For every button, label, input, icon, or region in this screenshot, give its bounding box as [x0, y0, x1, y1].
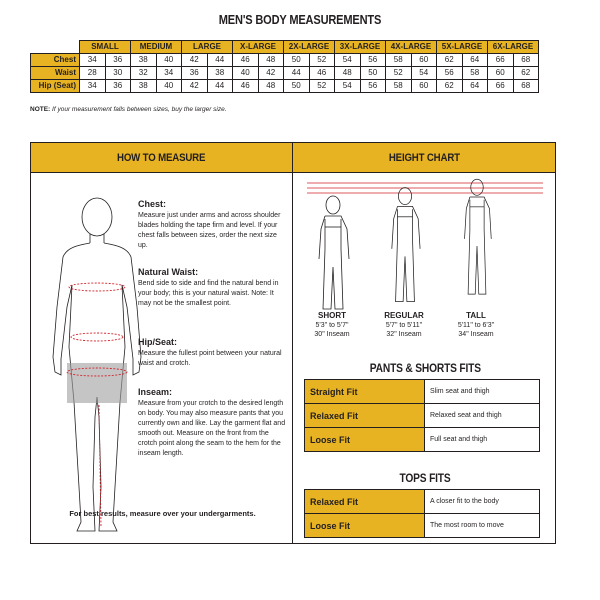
measurement-cell: 44: [207, 80, 233, 93]
pants-fits-title-text: PANTS & SHORTS FITS: [369, 361, 481, 375]
table-row: [305, 428, 540, 452]
measurement-cell: 62: [437, 80, 463, 93]
tops-fits-table: [304, 489, 540, 538]
measurement-cell: 62: [513, 67, 539, 80]
row-label: Hip (Seat): [31, 80, 80, 93]
measurement-cell: 68: [513, 54, 539, 67]
size-header: 3X-LARGE: [335, 41, 386, 54]
measurement-cell: 50: [360, 67, 386, 80]
measurement-cell: 36: [105, 54, 131, 67]
measurement-cell: 42: [182, 80, 208, 93]
fit-name: Loose Fit: [305, 428, 425, 452]
measurement-cell: 40: [156, 54, 182, 67]
size-header: 2X-LARGE: [284, 41, 335, 54]
measurement-cell: 48: [258, 80, 284, 93]
tops-fits-title-text: TOPS FITS: [399, 471, 451, 485]
measurement-cell: 68: [513, 80, 539, 93]
how-to-measure-title: HOW TO MEASURE: [117, 151, 206, 164]
measurement-cell: 28: [80, 67, 106, 80]
table-corner: [31, 41, 80, 54]
note-text: If your measurement falls between sizes, buy the larger size.: [52, 106, 227, 113]
fit-name: Loose Fit: [305, 514, 425, 538]
regular-height: 5'7" to 5'11": [385, 322, 423, 329]
table-row: [305, 490, 540, 514]
size-header: X-LARGE: [233, 41, 284, 54]
pants-fits-table: [304, 379, 540, 452]
measurement-cell: 34: [156, 67, 182, 80]
inseam-text: Measure from your crotch to the desired length on body. You may also measure pants that you currently own and like. Lay the garment flat and smooth out. Measure on the front from the crotch point along the seam to the hem for the inseam length.: [138, 400, 286, 457]
row-label: Waist: [31, 67, 80, 80]
fit-name: Relaxed Fit: [305, 490, 425, 514]
measurement-cell: 58: [386, 80, 412, 93]
measurement-cell: 32: [131, 67, 157, 80]
tops-fits-title: [293, 471, 557, 485]
measurement-cell: 54: [335, 80, 361, 93]
tall-height: 5'11" to 6'3": [457, 322, 495, 329]
measurement-cell: 52: [309, 80, 335, 93]
measurement-cell: 42: [182, 54, 208, 67]
fit-description: Full seat and thigh: [425, 428, 540, 452]
height-chart-panel: [292, 142, 556, 544]
measurement-cell: 56: [360, 54, 386, 67]
chest-text: Measure just under arms and across shoulder blades holding the tape firm and level. If your chest falls between sizes, order the next size up.: [138, 212, 281, 249]
measurement-cell: 44: [207, 54, 233, 67]
height-chart-header: [293, 143, 555, 173]
measurements-table: [30, 40, 539, 93]
tall-inseam: 34" Inseam: [458, 331, 494, 338]
hip-text: Measure the fullest point between your natural waist and crotch.: [138, 350, 282, 367]
regular-person-illustration: [375, 181, 435, 311]
measurement-cell: 60: [411, 54, 437, 67]
short-name: SHORT: [318, 311, 346, 320]
note-label: NOTE:: [30, 106, 51, 113]
measurement-cell: 44: [284, 67, 310, 80]
size-header: LARGE: [182, 41, 233, 54]
row-label: Chest: [31, 54, 80, 67]
measurement-cell: 54: [335, 54, 361, 67]
table-row: [31, 80, 539, 93]
measurement-cell: 38: [207, 67, 233, 80]
fit-name: Relaxed Fit: [305, 404, 425, 428]
measurement-cell: 66: [488, 54, 514, 67]
measurement-cell: 36: [105, 80, 131, 93]
measurement-cell: 30: [105, 67, 131, 80]
measurement-cell: 36: [182, 67, 208, 80]
tall-name: TALL: [466, 311, 486, 320]
size-header: 5X-LARGE: [437, 41, 488, 54]
measurement-cell: 34: [80, 54, 106, 67]
tall-size-label: [441, 311, 511, 339]
page-title: MEN'S BODY MEASUREMENTS: [218, 12, 382, 27]
short-inseam: 30" Inseam: [314, 331, 350, 338]
waist-instructions: [138, 267, 288, 309]
size-header: SMALL: [80, 41, 131, 54]
measurement-cell: 34: [80, 80, 106, 93]
measurement-cell: 66: [488, 80, 514, 93]
fit-description: Slim seat and thigh: [425, 380, 540, 404]
table-row: [305, 404, 540, 428]
short-height: 5'3" to 5'7": [315, 322, 349, 329]
short-size-label: [297, 311, 367, 339]
short-person-illustration: [303, 189, 363, 319]
measurement-cell: 42: [258, 67, 284, 80]
waist-heading: Natural Waist:: [138, 267, 199, 277]
best-results-note: For best results, measure over your undergarments.: [69, 509, 256, 518]
size-header: 6X-LARGE: [488, 41, 539, 54]
measurement-cell: 60: [488, 67, 514, 80]
hip-heading: Hip/Seat:: [138, 337, 178, 347]
table-row: [31, 54, 539, 67]
measurement-cell: 48: [258, 54, 284, 67]
how-to-measure-header: [31, 143, 292, 173]
measurement-cell: 52: [309, 54, 335, 67]
measurement-cell: 56: [437, 67, 463, 80]
size-header: MEDIUM: [131, 41, 182, 54]
inseam-instructions: [138, 387, 288, 459]
measurement-cell: 60: [411, 80, 437, 93]
measurement-cell: 38: [131, 54, 157, 67]
measurement-cell: 54: [411, 67, 437, 80]
table-row: [31, 67, 539, 80]
regular-name: REGULAR: [384, 311, 424, 320]
tall-person-illustration: [447, 173, 507, 303]
fit-description: A closer fit to the body: [425, 490, 540, 514]
regular-size-label: [369, 311, 439, 339]
fit-name: Straight Fit: [305, 380, 425, 404]
measurement-cell: 40: [156, 80, 182, 93]
fit-description: The most room to move: [425, 514, 540, 538]
pants-fits-title: [293, 361, 557, 375]
how-to-measure-panel: [30, 142, 293, 544]
table-row: [305, 380, 540, 404]
measurement-cell: 58: [462, 67, 488, 80]
measurement-cell: 48: [335, 67, 361, 80]
size-header: 4X-LARGE: [386, 41, 437, 54]
measurement-cell: 46: [309, 67, 335, 80]
measurement-cell: 64: [462, 54, 488, 67]
size-note: [30, 106, 227, 113]
fit-description: Relaxed seat and thigh: [425, 404, 540, 428]
measurement-cell: 56: [360, 80, 386, 93]
measurement-cell: 40: [233, 67, 259, 80]
measurement-cell: 62: [437, 54, 463, 67]
chest-instructions: [138, 199, 288, 251]
measurement-cell: 46: [233, 54, 259, 67]
regular-inseam: 32" Inseam: [386, 331, 422, 338]
table-row: [305, 514, 540, 538]
measurement-cell: 38: [131, 80, 157, 93]
chest-heading: Chest:: [138, 199, 167, 209]
measurement-cell: 46: [233, 80, 259, 93]
waist-text: Bend side to side and find the natural bend in your body; this is your natural waist. Note: It may not be the smallest point.: [138, 280, 279, 307]
hip-instructions: [138, 337, 288, 369]
size-header-row: [31, 41, 539, 54]
measurement-cell: 64: [462, 80, 488, 93]
measurement-cell: 58: [386, 54, 412, 67]
measurement-cell: 52: [386, 67, 412, 80]
inseam-heading: Inseam:: [138, 387, 173, 397]
measurement-cell: 50: [284, 80, 310, 93]
measurements-body: [31, 54, 539, 93]
measurement-cell: 50: [284, 54, 310, 67]
height-chart-title: HEIGHT CHART: [388, 151, 460, 164]
